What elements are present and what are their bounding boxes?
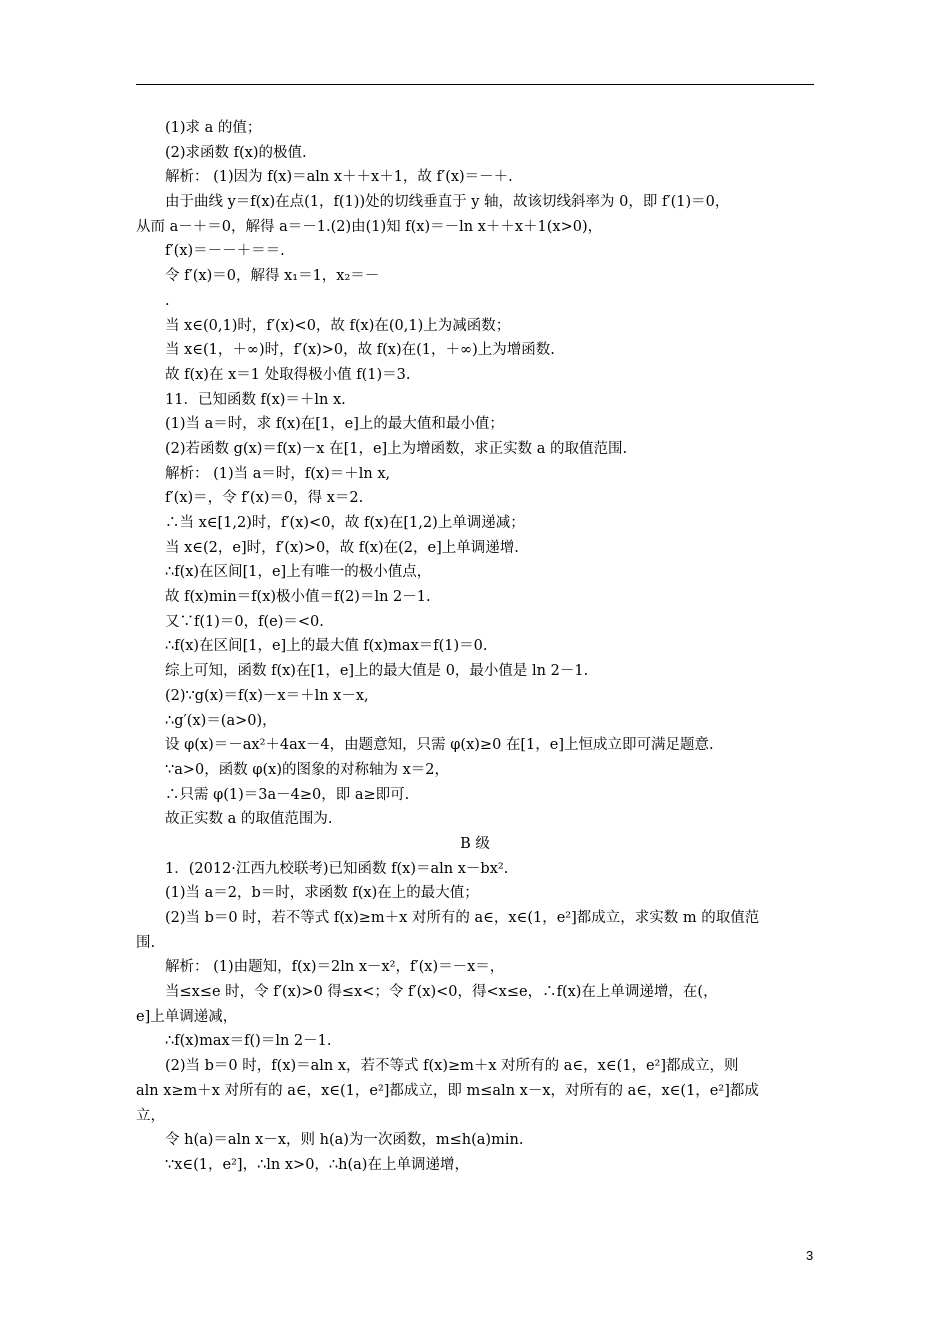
- text-line: (2)当 b＝0 时，f(x)＝aln x，若不等式 f(x)≥m＋x 对所有的 a∈，x∈(1，e²]都成立，则: [165, 1058, 739, 1075]
- text-line: 当 x∈(2，e]时，f′(x)>0，故 f(x)在(2，e]上单调递增.: [165, 539, 519, 556]
- text-line: ∴f(x)在区间[1，e]上的最大值 f(x)max＝f(1)＝0.: [165, 638, 488, 655]
- text-line: f′(x)＝，令 f′(x)＝0，得 x＝2.: [165, 490, 364, 507]
- text-line: 当 x∈(1，＋∞)时，f′(x)>0，故 f(x)在(1，＋∞)上为增函数.: [165, 342, 555, 359]
- text-line: 当≤x≤e 时，令 f′(x)>0 得≤x<；令 f′(x)<0，得<x≤e，∴f(x)在上单调递增，在(，: [165, 984, 718, 1001]
- text-line: 围.: [136, 934, 156, 951]
- text-line: 设 φ(x)＝－ax²＋4ax－4，由题意知，只需 φ(x)≥0 在[1，e]上恒成立即可满足题意.: [165, 737, 714, 754]
- page-number: 3: [806, 1248, 814, 1263]
- text-line: ∵x∈(1，e²]，∴ln x>0，∴h(a)在上单调递增，: [165, 1156, 469, 1173]
- text-line: B 级: [460, 835, 490, 852]
- text-line: 又∵f(1)＝0，f(e)＝<0.: [165, 613, 324, 630]
- text-line: 立，: [136, 1107, 165, 1124]
- text-line: 1．(2012·江西九校联考)已知函数 f(x)＝aln x－bx².: [165, 860, 509, 877]
- header-rule: [136, 84, 814, 85]
- text-line: (2)∵g(x)＝f(x)－x＝＋ln x－x,: [165, 687, 369, 704]
- text-line: (2)当 b＝0 时，若不等式 f(x)≥m＋x 对所有的 a∈，x∈(1，e²]都成立，求实数 m 的取值范: [165, 910, 760, 926]
- text-line: 从而 a－＋＝0，解得 a＝－1.(2)由(1)知 f(x)＝－ln x＋＋x＋1(x>0)，: [136, 218, 603, 235]
- text-line: .: [165, 292, 170, 309]
- text-line: 当 x∈(0,1)时，f′(x)<0，故 f(x)在(0,1)上为减函数；: [165, 317, 511, 334]
- text-line: 解析： (1)由题知，f(x)＝2ln x－x²，f′(x)＝－x＝，: [165, 959, 505, 976]
- text-line: 解析： (1)因为 f(x)＝aln x＋＋x＋1，故 f′(x)＝－＋.: [165, 169, 513, 186]
- document-body: [136, 116, 814, 1178]
- text-line: ∴f(x)在区间[1，e]上有唯一的极小值点，: [165, 564, 432, 581]
- text-line: ∵a>0，函数 φ(x)的图象的对称轴为 x＝2，: [165, 761, 450, 778]
- text-line: (2)若函数 g(x)＝f(x)－x 在[1，e]上为增函数，求正实数 a 的取值范围.: [165, 440, 628, 457]
- text-line: 故 f(x)在 x＝1 处取得极小值 f(1)＝3.: [165, 366, 411, 383]
- text-line: (1)当 a＝2，b＝时，求函数 f(x)在上的最大值；: [165, 885, 479, 902]
- text-line: (2)求函数 f(x)的极值.: [165, 144, 307, 161]
- text-line: ∴只需 φ(1)＝3a－4≥0，即 a≥即可.: [165, 786, 410, 803]
- text-line: ∴g′(x)＝(a>0)，: [165, 712, 277, 729]
- text-line: 故 f(x)min＝f(x)极小值＝f(2)＝ln 2－1.: [165, 589, 431, 606]
- text-line: 综上可知，函数 f(x)在[1，e]上的最大值是 0，最小值是 ln 2－1.: [165, 663, 589, 680]
- text-line: (1)当 a＝时，求 f(x)在[1，e]上的最大值和最小值；: [165, 416, 504, 433]
- text-line: 11．已知函数 f(x)＝＋ln x.: [165, 391, 346, 408]
- text-line: ∴f(x)max＝f()＝ln 2－1.: [165, 1033, 332, 1050]
- text-line: (1)求 a 的值；: [165, 120, 262, 136]
- text-line: 令 f′(x)＝0，解得 x₁＝1，x₂＝－: [165, 268, 380, 285]
- text-line: 解析： (1)当 a＝时，f(x)＝＋ln x,: [165, 465, 391, 482]
- text-line: 故正实数 a 的取值范围为.: [165, 811, 333, 828]
- text-line: ∴当 x∈[1,2)时，f′(x)<0，故 f(x)在[1,2)上单调递减；: [165, 515, 525, 531]
- text-line: f′(x)＝－－＋＝＝.: [165, 243, 285, 260]
- text-line: e]上单调递减，: [136, 1008, 238, 1025]
- text-line: 令 h(a)＝aln x－x，则 h(a)为一次函数，m≤h(a)min.: [165, 1132, 524, 1149]
- text-line: aln x≥m＋x 对所有的 a∈，x∈(1，e²]都成立，即 m≤aln x－x，对所有的 a∈，x∈(1，e²]都成: [136, 1082, 759, 1099]
- text-line: 由于曲线 y＝f(x)在点(1，f(1))处的切线垂直于 y 轴，故该切线斜率为 0，即 f′(1)＝0，: [165, 194, 730, 211]
